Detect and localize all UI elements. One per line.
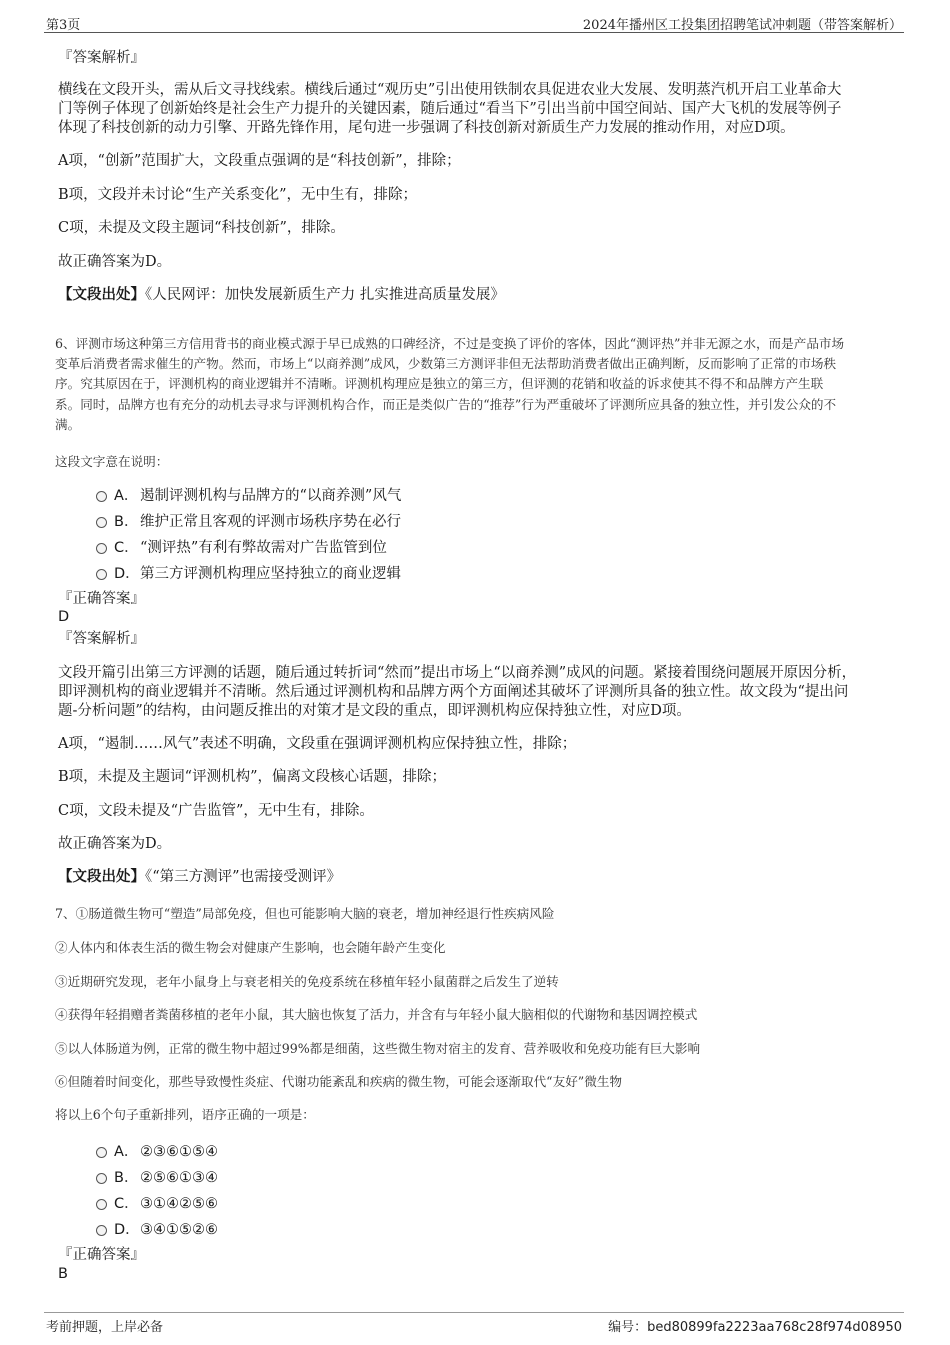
- source-label: 【文段出处】: [58, 286, 145, 303]
- source-text: 《人民网评：加快发展新质生产力 扎实推进高质量发展》: [145, 287, 505, 303]
- radio-option-a[interactable]: [96, 1147, 107, 1158]
- option-a[interactable]: A． 遏制评测机构与品牌方的“以商养测”风气: [114, 488, 402, 504]
- radio-option-b[interactable]: [96, 1173, 107, 1184]
- question-stem-line: 系。同时，品牌方也有充分的动机去寻求与评测机构合作，而正是类似广告的“推荐”行为严重破坏了评测所应具备的独立性，并引发公众的不: [55, 397, 837, 412]
- analysis-line: 门等例子体现了创新始终是社会生产力提升的关键因素，随后通过“看当下”引出当前中国空间站、国产大飞机的发展等例子: [58, 101, 842, 117]
- option-d[interactable]: D．③④①⑤②⑥: [114, 1222, 218, 1238]
- question-stem-line: 6、评测市场这种第三方信用背书的商业模式源于早已成熟的口碑经济，不过是变换了评价的客体，因此“测评热”并非无源之水，而是产品市场: [55, 336, 845, 351]
- source-line: [58, 868, 341, 886]
- option-b[interactable]: B． ②⑤⑥①③④: [114, 1170, 218, 1186]
- radio-option-c[interactable]: [96, 543, 107, 554]
- question-stem-line: 变革后消费者需求催生的产物。然而，市场上“以商养测”成风，少数第三方测评非但无法帮助消费者做出正确判断，反而影响了正常的市场秩: [55, 356, 837, 371]
- document-code-label: 编号：: [608, 1320, 648, 1335]
- option-analysis-b: B项，文段并未讨论“生产关系变化”，无中生有，排除；: [58, 187, 417, 203]
- question-sentence: ④获得年轻捐赠者粪菌移植的老年小鼠，其大脑也恢复了活力，并含有与年轻小鼠大脑相似的代谢物和基因调控模式: [55, 1007, 698, 1022]
- radio-option-b[interactable]: [96, 517, 107, 528]
- option-c[interactable]: C．“测评热”有利有弊故需对广告监管到位: [114, 540, 387, 556]
- page-number: 第3页: [46, 18, 81, 33]
- question-prompt: 这段文字意在说明：: [55, 454, 169, 469]
- option-a[interactable]: A． ②③⑥①⑤④: [114, 1144, 218, 1160]
- analysis-heading: 『答案解析』: [58, 631, 145, 647]
- analysis-line: 题-分析问题”的结构，由问题反推出的对策才是文段的重点，即评测机构应保持独立性，对应D项。: [58, 703, 691, 719]
- document-code: [608, 1316, 902, 1335]
- question-stem-line: 满。: [55, 417, 81, 432]
- option-analysis-a: A项，“创新”范围扩大，文段重点强调的是“科技创新”，排除；: [58, 153, 461, 169]
- analysis-line: 文段开篇引出第三方评测的话题，随后通过转折词“然而”提出市场上“以商养测”成风的问题。紧接着围绕问题展开原因分析，: [58, 665, 857, 681]
- radio-option-d[interactable]: [96, 569, 107, 580]
- answer-heading: 『正确答案』: [58, 1247, 145, 1263]
- option-analysis-c: C项，未提及文段主题词“科技创新”，排除。: [58, 220, 345, 236]
- question-sentence: ③近期研究发现，老年小鼠身上与衰老相关的免疫系统在移植年轻小鼠菌群之后发生了逆转: [55, 974, 559, 989]
- option-b[interactable]: B． 维护正常且客观的评测市场秩序势在必行: [114, 514, 401, 530]
- answer-heading: 『正确答案』: [58, 591, 145, 607]
- answer-value: D: [58, 609, 70, 625]
- document-code-value: bed80899fa2223aa768c28f974d08950: [647, 1320, 902, 1335]
- option-analysis-c: C项，文段未提及“广告监管”，无中生有，排除。: [58, 803, 374, 819]
- option-analysis-b: B项，未提及主题词“评测机构”，偏离文段核心话题，排除；: [58, 769, 446, 785]
- question-sentence: ⑥但随着时间变化，那些导致慢性炎症、代谢功能紊乱和疾病的微生物，可能会逐渐取代“友好”微生物: [55, 1074, 623, 1089]
- source-label: 【文段出处】: [58, 868, 145, 885]
- source-text: 《“第三方测评”也需接受测评》: [145, 869, 342, 885]
- analysis-heading: 『答案解析』: [58, 50, 145, 66]
- source-line: [58, 286, 505, 304]
- question-stem-line: 序。究其原因在于，评测机构的商业逻辑并不清晰。评测机构理应是独立的第三方，但评测的花销和收益的诉求使其不得不和品牌方产生联: [55, 376, 824, 391]
- footer-slogan: 考前押题，上岸必备: [46, 1320, 164, 1335]
- question-sentence: 7、①肠道微生物可“塑造”局部免疫，但也可能影响大脑的衰老，增加神经退行性疾病风险: [55, 906, 555, 921]
- conclusion: 故正确答案为D。: [58, 254, 172, 270]
- radio-option-c[interactable]: [96, 1199, 107, 1210]
- question-sentence: ②人体内和体表生活的微生物会对健康产生影响，也会随年龄产生变化: [55, 940, 446, 955]
- radio-option-d[interactable]: [96, 1225, 107, 1236]
- question-prompt: 将以上6个句子重新排列，语序正确的一项是：: [55, 1107, 315, 1122]
- option-d[interactable]: D．第三方评测机构理应坚持独立的商业逻辑: [114, 566, 401, 582]
- option-c[interactable]: C．③①④②⑤⑥: [114, 1196, 218, 1212]
- analysis-line: 体现了科技创新的动力引擎、开路先锋作用，尾句进一步强调了科技创新对新质生产力发展的推动作用，对应D项。: [58, 120, 795, 136]
- analysis-line: 横线在文段开头，需从后文寻找线索。横线后通过“观历史”引出使用铁制农具促进农业大发展、发明蒸汽机开启工业革命大: [58, 82, 842, 98]
- answer-value: B: [58, 1266, 68, 1282]
- option-analysis-a: A项，“遏制……风气”表述不明确，文段重在强调评测机构应保持独立性，排除；: [58, 736, 577, 752]
- conclusion: 故正确答案为D。: [58, 836, 172, 852]
- document-title: 2024年播州区工投集团招聘笔试冲刺题（带答案解析）: [582, 18, 902, 33]
- question-sentence: ⑤以人体肠道为例，正常的微生物中超过99%都是细菌，这些微生物对宿主的发育、营养吸收和免疫功能有巨大影响: [55, 1041, 701, 1056]
- analysis-line: 即评测机构的商业逻辑并不清晰。然后通过评测机构和品牌方两个方面阐述其破坏了评测所具备的独立性。故文段为“提出问: [58, 684, 849, 700]
- page-footer: [44, 1312, 904, 1335]
- radio-option-a[interactable]: [96, 491, 107, 502]
- page-header: [44, 12, 904, 33]
